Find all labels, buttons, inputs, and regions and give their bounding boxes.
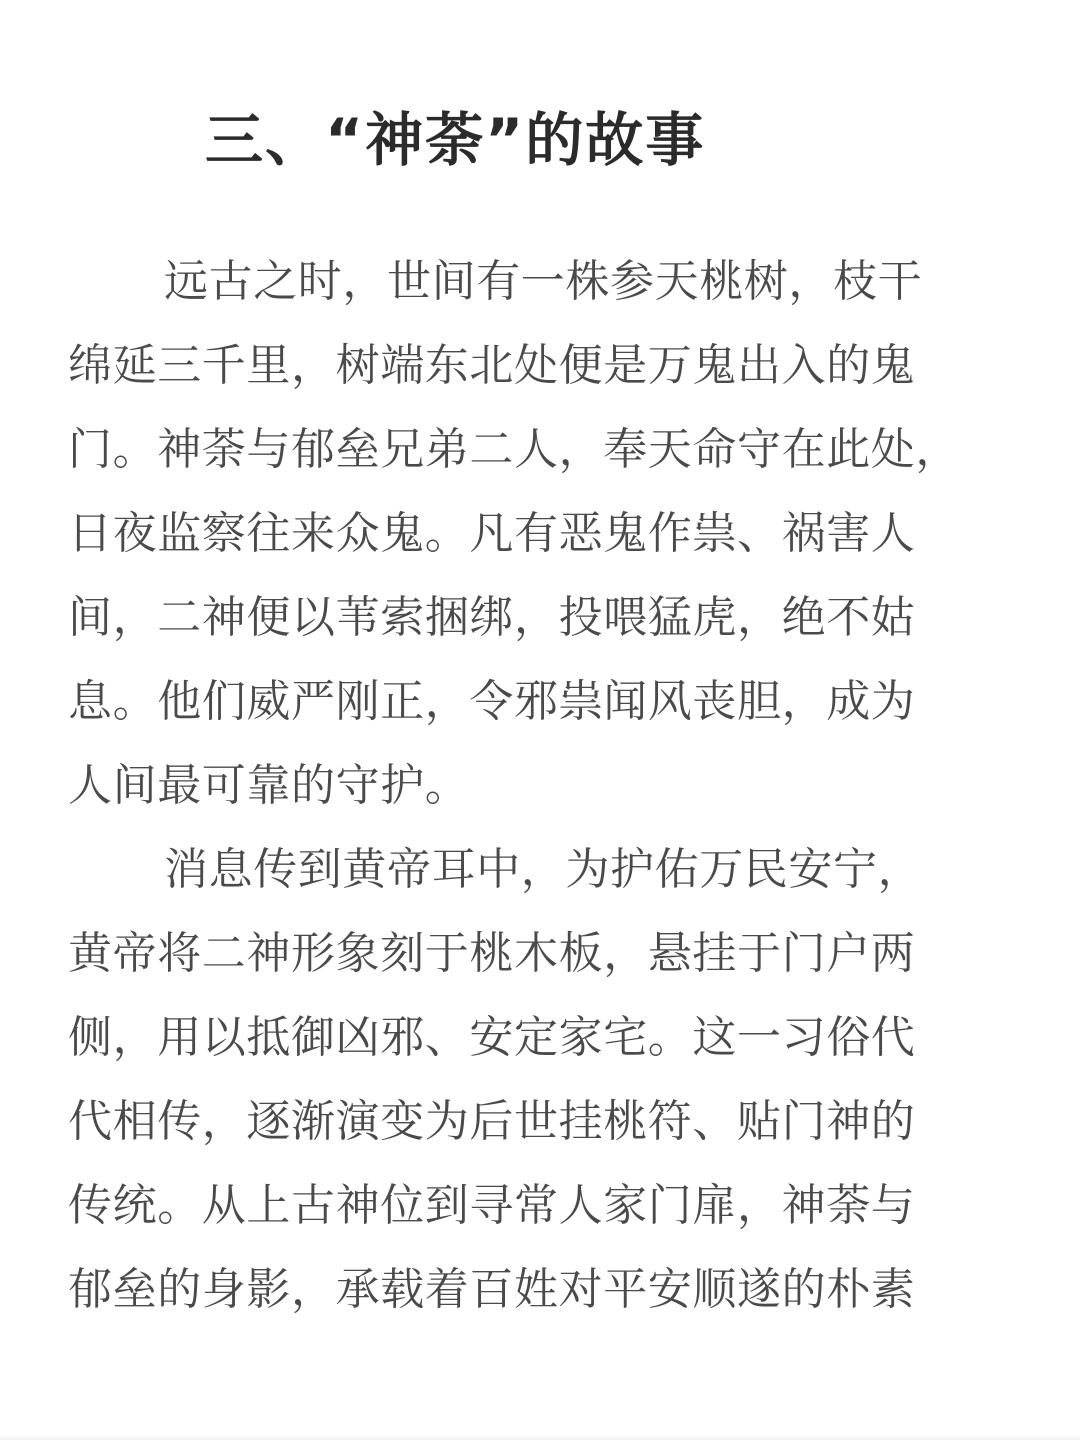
section-title: 三、“神荼”的故事: [205, 106, 706, 174]
paragraph-line: 日夜监察往来众鬼。凡有恶鬼作祟、祸害人: [68, 508, 916, 559]
paragraph-line: 侧，用以抵御凶邪、安定家宅。这一习俗代: [68, 1012, 916, 1063]
paragraph-line: 郁垒的身影，承载着百姓对平安顺遂的朴素: [68, 1264, 916, 1315]
paragraph-line: 间，二神便以苇索捆绑，投喂猛虎，绝不姑: [68, 592, 916, 643]
bottom-divider: [0, 1434, 1080, 1440]
paragraph-line: 代相传，逐渐演变为后世挂桃符、贴门神的: [68, 1096, 916, 1147]
paragraph-2: [68, 828, 998, 1332]
paragraph-line: 绵延三千里，树端东北处便是万鬼出入的鬼: [68, 340, 916, 391]
paragraph-line: 传统。从上古神位到寻常人家门扉，神荼与: [68, 1180, 916, 1231]
paragraph-1: [68, 240, 998, 828]
paragraph-line: 息。他们威严刚正，令邪祟闻风丧胆，成为: [68, 676, 916, 727]
paragraph-line: 人间最可靠的守护。: [68, 760, 470, 811]
paragraph-line: 黄帝将二神形象刻于桃木板，悬挂于门户两: [68, 928, 916, 979]
paragraph-line: 消息传到黄帝耳中，为护佑万民安宁，: [164, 844, 923, 895]
paragraph-line: 门。神荼与郁垒兄弟二人，奉天命守在此处，: [68, 424, 960, 475]
paragraph-line: 远古之时，世间有一株参天桃树，枝干: [164, 256, 923, 307]
